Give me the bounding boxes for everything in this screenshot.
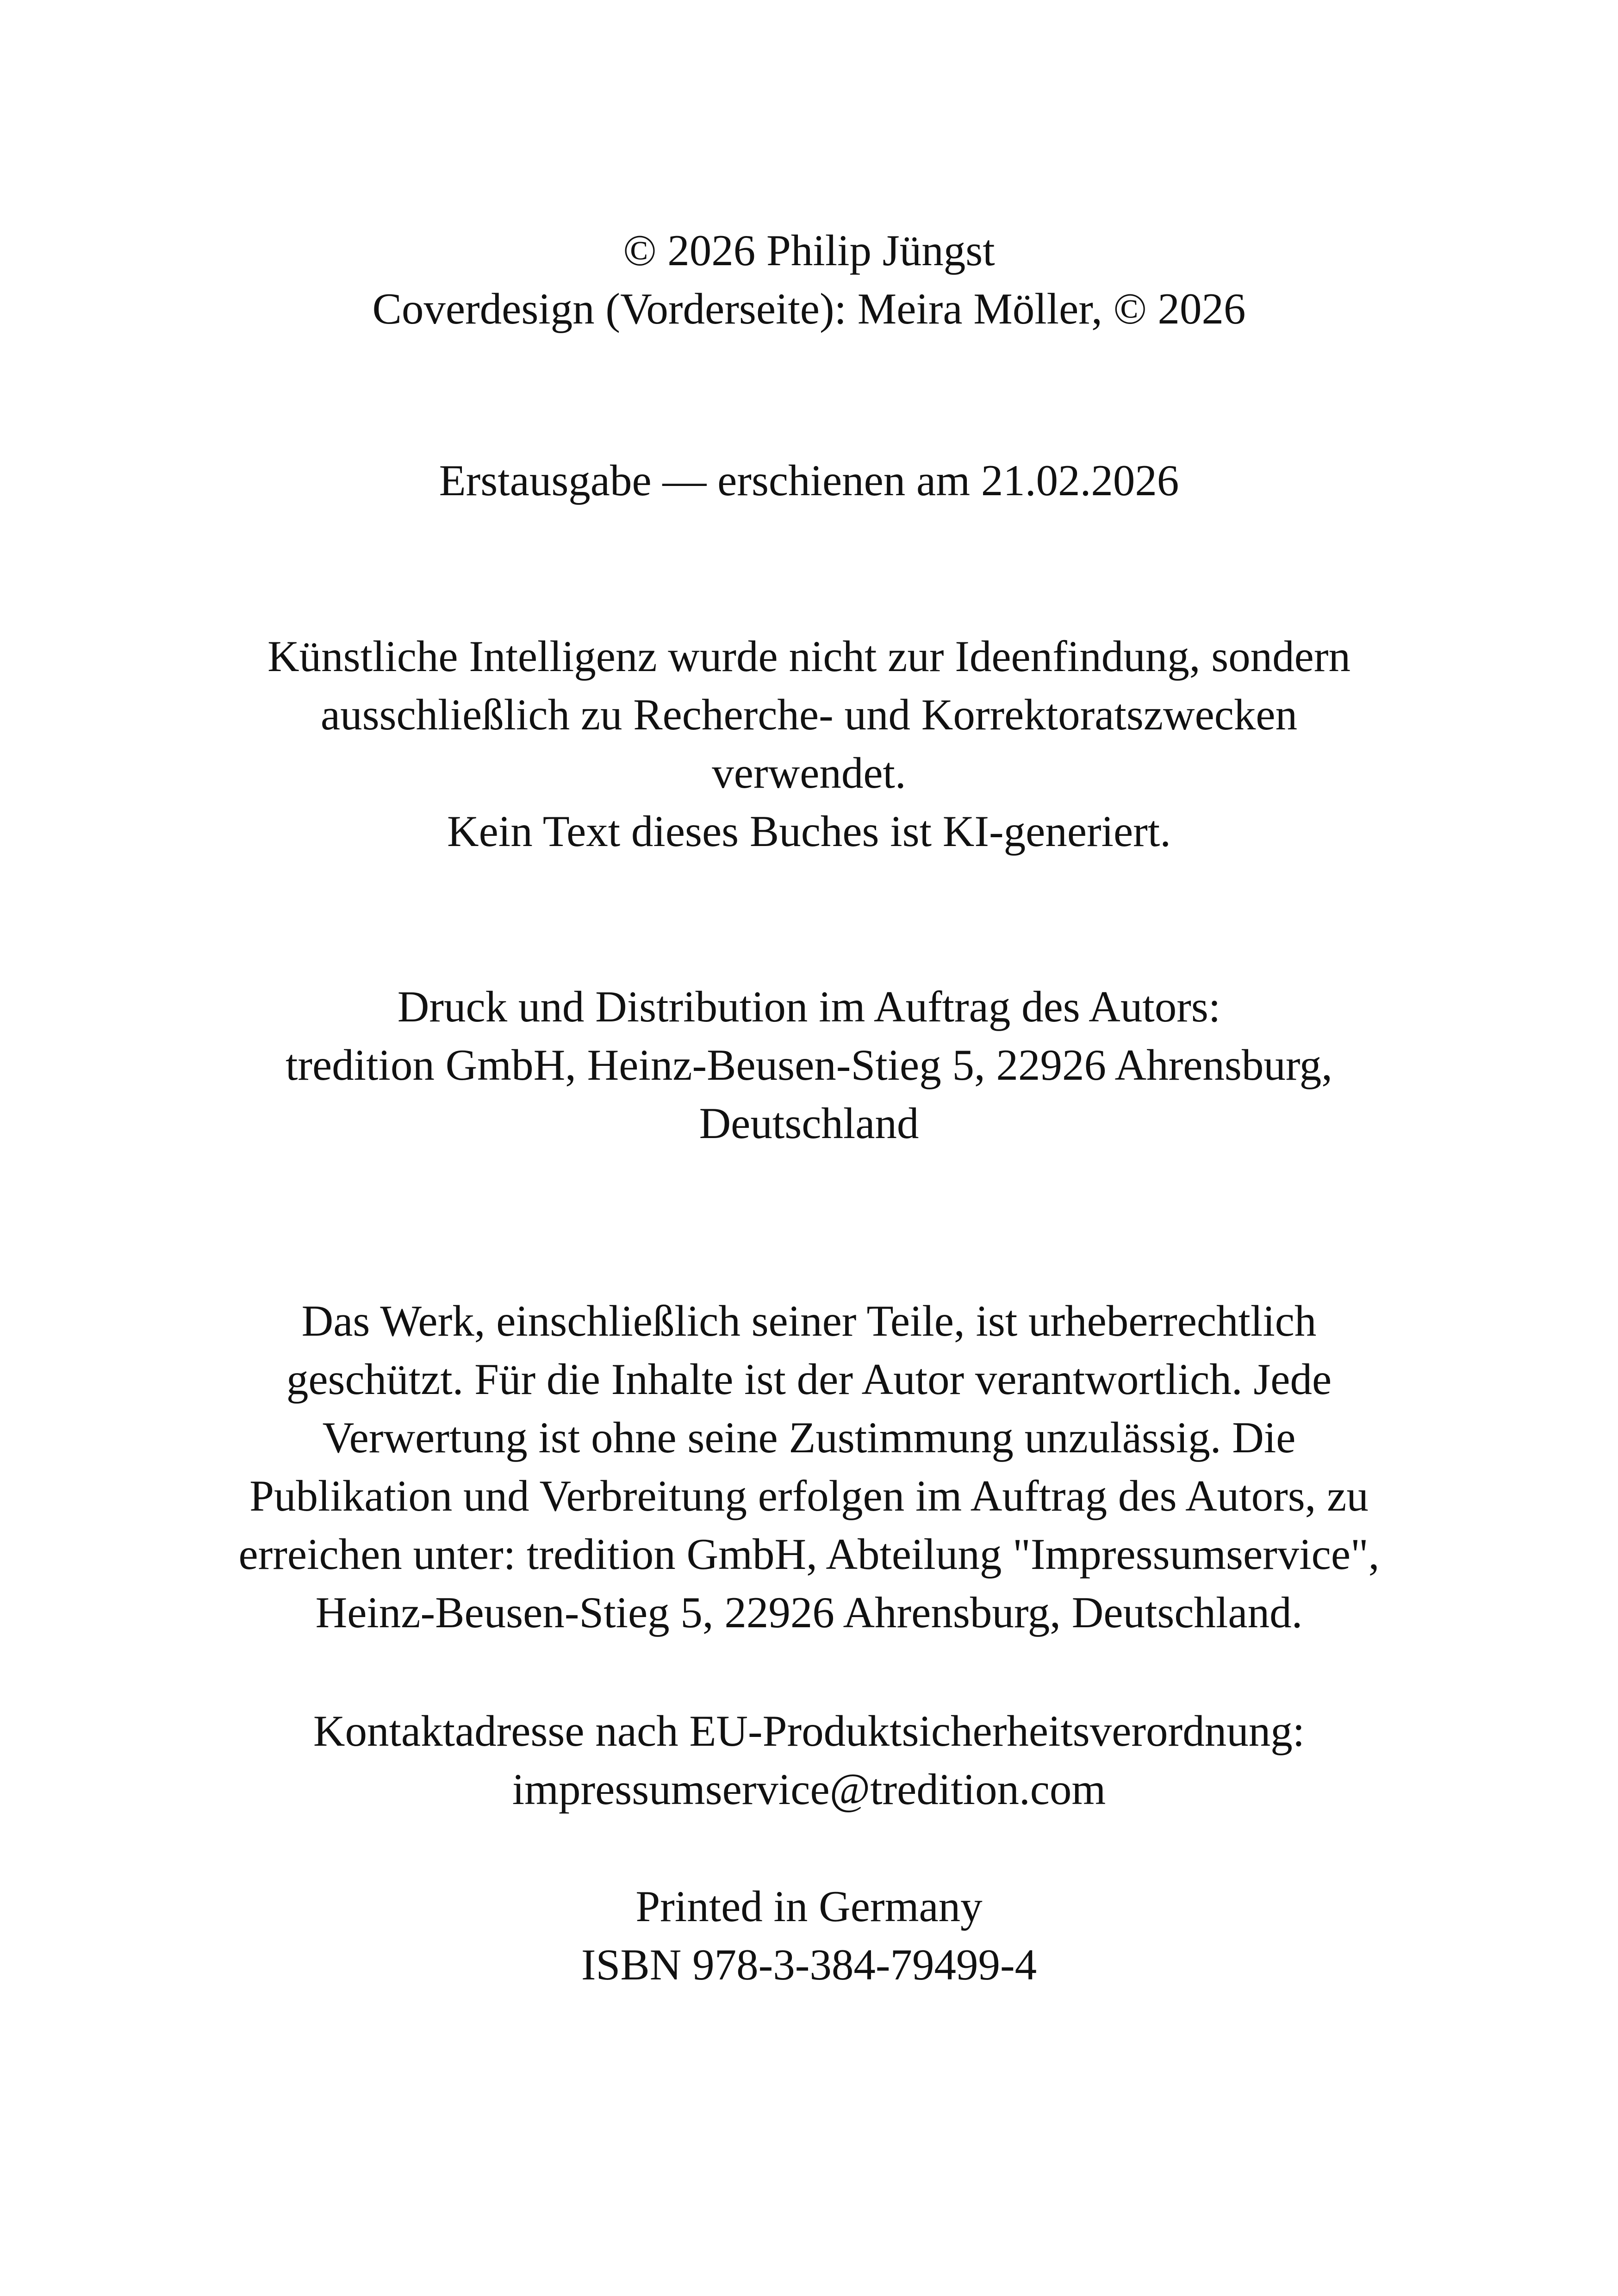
contact-email: impressumservice@tredition.com xyxy=(512,1765,1106,1814)
cover-design-line: Coverdesign (Vorderseite): Meira Möller, © 2026 xyxy=(372,284,1246,333)
ai-notice-line: Kein Text dieses Buches ist KI-generiert. xyxy=(447,807,1171,856)
printing-line: tredition GmbH, Heinz-Beusen-Stieg 5, 22926 Ahrensburg, xyxy=(285,1040,1333,1089)
legal-notice-line: erreichen unter: tredition GmbH, Abteilung "Impressumservice", xyxy=(238,1530,1380,1579)
printing-line: Druck und Distribution im Auftrag des Autors: xyxy=(397,982,1221,1031)
isbn-line: ISBN 978-3-384-79499-4 xyxy=(581,1940,1037,1989)
legal-notice-line: Publikation und Verbreitung erfolgen im Auftrag des Autors, zu xyxy=(249,1471,1369,1520)
legal-notice-line: geschützt. Für die Inhalte ist der Autor verantwortlich. Jede xyxy=(286,1355,1332,1404)
legal-notice-line: Das Werk, einschließlich seiner Teile, ist urheberrechtlich xyxy=(301,1296,1317,1345)
edition-line: Erstausgabe — erschienen am 21.02.2026 xyxy=(439,456,1179,505)
legal-notice-line: Verwertung ist ohne seine Zustimmung unzulässig. Die xyxy=(322,1413,1296,1462)
printing-line: Deutschland xyxy=(699,1099,919,1148)
printed-in-line: Printed in Germany xyxy=(635,1882,983,1931)
legal-notice-line: Heinz-Beusen-Stieg 5, 22926 Ahrensburg, Deutschland. xyxy=(315,1588,1303,1637)
copyright-line: © 2026 Philip Jüngst xyxy=(623,226,995,275)
contact-label: Kontaktadresse nach EU-Produktsicherheitsverordnung: xyxy=(313,1706,1305,1755)
ai-notice-line: Künstliche Intelligenz wurde nicht zur Ideenfindung, sondern xyxy=(268,632,1350,681)
ai-notice-line: verwendet. xyxy=(712,748,906,797)
ai-notice-line: ausschließlich zu Recherche- und Korrektoratszwecken xyxy=(320,690,1298,739)
